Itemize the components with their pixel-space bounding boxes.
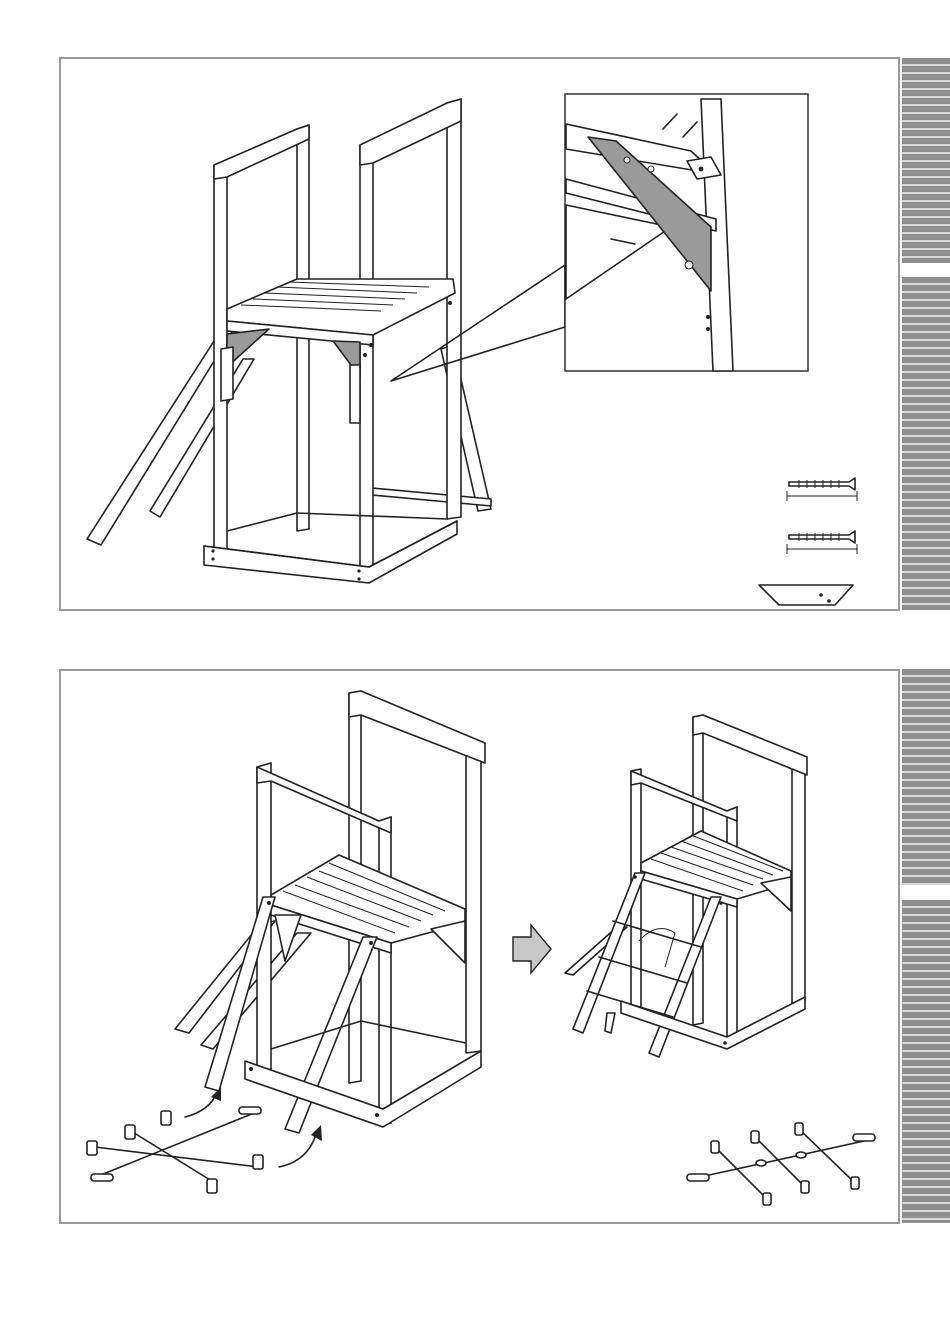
- front-leg-left: [221, 347, 233, 401]
- side-tab-upper-2: [902, 277, 950, 610]
- front-leg-right: [350, 365, 360, 423]
- rope-rung-hooks-icon: [87, 1107, 263, 1193]
- long-screw-icon: [787, 478, 857, 501]
- arrow-right-icon: [513, 925, 551, 973]
- rope-rung-assembled-icon: [687, 1123, 875, 1205]
- lift-arrow-right: [279, 1131, 317, 1167]
- side-tab-upper-1: [902, 58, 950, 263]
- brace-screw-detail: [565, 94, 808, 371]
- right-back-post: [447, 99, 461, 519]
- wooden-brace-block-icon: [759, 585, 853, 605]
- tower-small: [565, 715, 807, 1057]
- step-ladder-assembly-panel: [59, 669, 900, 1224]
- base-frame: [204, 513, 457, 583]
- right-top-rail: [360, 99, 461, 165]
- long-screw-icon: [787, 531, 857, 554]
- side-tab-lower-2: [902, 900, 950, 1223]
- side-tab-lower-1: [902, 669, 950, 885]
- left-top-rail: [214, 125, 309, 179]
- rear-bottom-rail: [361, 487, 491, 506]
- tower-large: [175, 691, 485, 1133]
- ladder-tower-illustration: [61, 671, 902, 1226]
- tower-frame-illustration: [61, 59, 902, 613]
- step-brace-assembly-panel: [59, 57, 900, 611]
